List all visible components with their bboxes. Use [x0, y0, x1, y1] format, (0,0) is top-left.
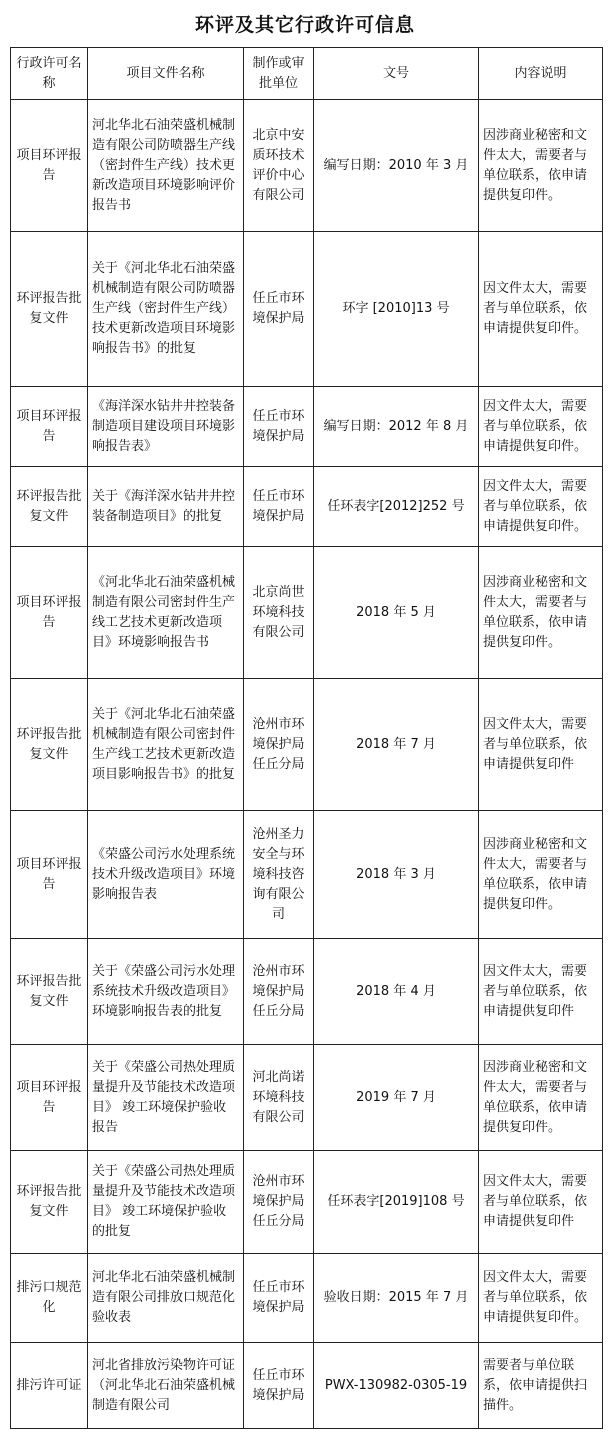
document-number-cell: 2019 年 7 月: [314, 1045, 479, 1151]
header-description: 内容说明: [479, 48, 603, 100]
table-row: [11, 939, 603, 1045]
document-number-cell: 验收日期：2015 年 7 月: [314, 1254, 479, 1343]
file-name-cell: 河北华北石油荣盛机械制造有限公司排放口规范化验收表: [88, 1254, 244, 1343]
permit-type-cell: 环评报告批复文件: [11, 939, 88, 1045]
table-row: [11, 1343, 603, 1429]
description-cell: 因涉商业秘密和文件太大，需要者与单位联系，依申请提供复印件。: [479, 547, 603, 679]
document-number-cell: 编写日期：2010 年 3 月: [314, 100, 479, 232]
document-number-cell: 2018 年 7 月: [314, 679, 479, 811]
permit-type-cell: 项目环评报告: [11, 100, 88, 232]
header-permit-name: 行政许可名称: [11, 48, 88, 100]
file-name-cell: 《河北华北石油荣盛机械制造有限公司密封件生产线工艺技术更新改造项目》环境影响报告书: [88, 547, 244, 679]
issuing-unit-cell: 任丘市环境保护局: [244, 387, 314, 467]
document-number-cell: 编写日期：2012 年 8 月: [314, 387, 479, 467]
permit-type-cell: 项目环评报告: [11, 547, 88, 679]
permit-type-cell: 环评报告批复文件: [11, 232, 88, 387]
permit-type-cell: 项目环评报告: [11, 811, 88, 939]
table-row: [11, 1045, 603, 1151]
issuing-unit-cell: 任丘市环境保护局: [244, 467, 314, 547]
permit-type-cell: 环评报告批复文件: [11, 467, 88, 547]
description-cell: 因涉商业秘密和文件太大，需要者与单位联系，依申请提供复印件。: [479, 1045, 603, 1151]
issuing-unit-cell: 沧州市环境保护局任丘分局: [244, 939, 314, 1045]
table-body: [11, 48, 603, 1429]
permit-type-cell: 环评报告批复文件: [11, 1151, 88, 1254]
description-cell: 因文件太大，需要者与单位联系，依申请提供复印件: [479, 939, 603, 1045]
description-cell: 因文件太大，需要者与单位联系，依申请提供复印件。: [479, 1254, 603, 1343]
table-row: [11, 1151, 603, 1254]
issuing-unit-cell: 任丘市环境保护局: [244, 1343, 314, 1429]
permit-type-cell: 项目环评报告: [11, 1045, 88, 1151]
permit-type-cell: 排污口规范化: [11, 1254, 88, 1343]
description-cell: 因文件太大，需要者与单位联系，依申请提供复印件: [479, 1151, 603, 1254]
file-name-cell: 关于《河北华北石油荣盛机械制造有限公司密封件生产线工艺技术更新改造项目影响报告书》的批复: [88, 679, 244, 811]
table-row: [11, 387, 603, 467]
table-row: [11, 679, 603, 811]
file-name-cell: 河北省排放污染物许可证（河北华北石油荣盛机械制造有限公司: [88, 1343, 244, 1429]
table-row: [11, 811, 603, 939]
header-issuing-unit: 制作或审批单位: [244, 48, 314, 100]
table-row: [11, 547, 603, 679]
file-name-cell: 《荣盛公司污水处理系统技术升级改造项目》环境影响报告表: [88, 811, 244, 939]
table-row: [11, 100, 603, 232]
table-row: [11, 467, 603, 547]
description-cell: 因文件太大，需要者与单位联系，依申请提供复印件。: [479, 387, 603, 467]
issuing-unit-cell: 沧州市环境保护局任丘分局: [244, 679, 314, 811]
description-cell: 因文件太大，需要者与单位联系，依申请提供复印件。: [479, 467, 603, 547]
header-document-number: 文号: [314, 48, 479, 100]
issuing-unit-cell: 河北尚诺环境科技有限公司: [244, 1045, 314, 1151]
issuing-unit-cell: 沧州市环境保护局任丘分局: [244, 1151, 314, 1254]
issuing-unit-cell: 北京尚世环境科技有限公司: [244, 547, 314, 679]
issuing-unit-cell: 北京中安质环技术评价中心有限公司: [244, 100, 314, 232]
description-cell: 因文件太大，需要者与单位联系，依申请提供复印件。: [479, 232, 603, 387]
description-cell: 需要者与单位联系，依申请提供扫描件。: [479, 1343, 603, 1429]
page-title: 环评及其它行政许可信息: [194, 14, 415, 36]
file-name-cell: 关于《荣盛公司热处理质量提升及节能技术改造项目》 竣工环境保护验收的批复: [88, 1151, 244, 1254]
file-name-cell: 关于《河北华北石油荣盛机械制造有限公司防喷器生产线（密封件生产线）技术更新改造项目环境影响报告书》的批复: [88, 232, 244, 387]
description-cell: 因涉商业秘密和文件太大，需要者与单位联系，依申请提供复印件。: [479, 811, 603, 939]
permit-table: [10, 47, 603, 1429]
document-number-cell: 2018 年 4 月: [314, 939, 479, 1045]
description-cell: 因涉商业秘密和文件太大，需要者与单位联系，依申请提供复印件。: [479, 100, 603, 232]
document-number-cell: 2018 年 3 月: [314, 811, 479, 939]
document-number-cell: PWX-130982-0305-19: [314, 1343, 479, 1429]
permit-type-cell: 排污许可证: [11, 1343, 88, 1429]
description-cell: 因文件太大，需要者与单位联系，依申请提供复印件: [479, 679, 603, 811]
document-number-cell: 任环表字[2019]108 号: [314, 1151, 479, 1254]
table-row: [11, 232, 603, 387]
file-name-cell: 关于《海洋深水钻井井控装备制造项目》的批复: [88, 467, 244, 547]
issuing-unit-cell: 任丘市环境保护局: [244, 232, 314, 387]
header-file-name: 项目文件名称: [88, 48, 244, 100]
table-header-row: [11, 48, 603, 100]
permit-type-cell: 项目环评报告: [11, 387, 88, 467]
file-name-cell: 《海洋深水钻井井控装备制造项目建设项目环境影响报告表》: [88, 387, 244, 467]
document-number-cell: 任环表字[2012]252 号: [314, 467, 479, 547]
issuing-unit-cell: 沧州圣力安全与环境科技咨询有限公司: [244, 811, 314, 939]
file-name-cell: 关于《荣盛公司热处理质量提升及节能技术改造项目》 竣工环境保护验收报告: [88, 1045, 244, 1151]
document-number-cell: 环字 [2010]13 号: [314, 232, 479, 387]
document-number-cell: 2018 年 5 月: [314, 547, 479, 679]
issuing-unit-cell: 任丘市环境保护局: [244, 1254, 314, 1343]
file-name-cell: 河北华北石油荣盛机械制造有限公司防喷器生产线（密封件生产线）技术更新改造项目环境影响评价报告书: [88, 100, 244, 232]
table-row: [11, 1254, 603, 1343]
permit-type-cell: 环评报告批复文件: [11, 679, 88, 811]
file-name-cell: 关于《荣盛公司污水处理系统技术升级改造项目》环境影响报告表的批复: [88, 939, 244, 1045]
